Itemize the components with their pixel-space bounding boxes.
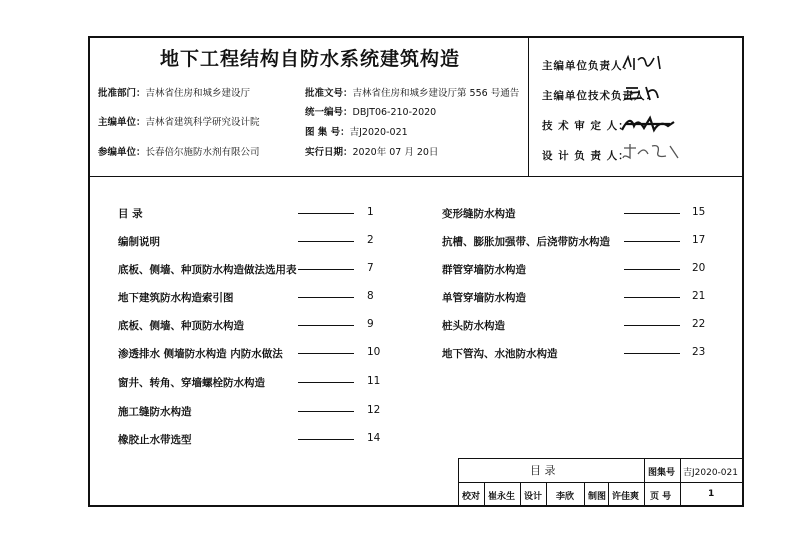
editor-unit-value: 吉林省建筑科学研究设计院 xyxy=(145,117,260,128)
editor-unit-label: 主编单位： xyxy=(98,117,146,128)
toc-leader-line xyxy=(624,353,680,354)
sig-label-chief-editor: 主编单位负责人： xyxy=(542,60,634,72)
tb-atlas-label: 图集号 xyxy=(648,468,676,478)
toc-leader-line xyxy=(298,439,354,440)
toc-right-label-3[interactable]: 单管穿墙防水构造 xyxy=(442,292,526,304)
toc-left-page-4: 9 xyxy=(367,318,374,330)
participant-unit xyxy=(98,144,260,158)
signature-tech-lead xyxy=(620,82,690,104)
signature-tech-reviewer xyxy=(620,112,690,134)
tb-design-name: 李欣 xyxy=(556,492,575,502)
toc-left-page-3: 8 xyxy=(367,290,374,302)
effective-date-value: 2020年 07 月 20日 xyxy=(352,147,439,158)
tb-page-label: 页 号 xyxy=(650,492,672,502)
toc-leader-line xyxy=(624,325,680,326)
approval-dept-value: 吉林省住房和城乡建设厅 xyxy=(145,88,251,99)
approval-doc xyxy=(305,85,519,99)
tb-divider xyxy=(484,482,485,507)
toc-left-page-2: 7 xyxy=(367,262,374,274)
toc-left-label-8[interactable]: 橡胶止水带选型 xyxy=(118,434,192,446)
toc-left-label-6[interactable]: 窗井、转角、穿墙螺栓防水构造 xyxy=(118,377,265,389)
sig-label-design-lead: 设 计 负 责 人： xyxy=(542,150,630,162)
header-divider xyxy=(88,176,744,177)
tb-atlas-value: 吉J2020-021 xyxy=(683,468,738,478)
atlas-no xyxy=(305,124,408,138)
tb-divider xyxy=(680,458,681,507)
unified-no xyxy=(305,104,436,118)
toc-leader-line xyxy=(298,325,354,326)
toc-left-label-0[interactable]: 目 录 xyxy=(118,208,143,220)
toc-right-page-3: 21 xyxy=(692,290,706,302)
header-vertical-divider xyxy=(528,36,529,176)
toc-right-page-0: 15 xyxy=(692,206,706,218)
toc-left-label-5[interactable]: 渗透排水 侧墙防水构造 内防水做法 xyxy=(118,348,283,360)
toc-right-label-5[interactable]: 地下管沟、水池防水构造 xyxy=(442,348,558,360)
toc-leader-line xyxy=(298,382,354,383)
toc-right-label-1[interactable]: 抗槽、膨胀加强带、后浇带防水构造 xyxy=(442,236,610,248)
unified-no-value: DBJT06-210-2020 xyxy=(352,107,437,118)
effective-date-label: 实行日期： xyxy=(305,147,353,158)
toc-right-label-0[interactable]: 变形缝防水构造 xyxy=(442,208,516,220)
sig-label-tech-lead: 主编单位技术负责人： xyxy=(542,90,657,102)
signature-design-lead xyxy=(620,140,690,162)
tb-divider xyxy=(608,482,609,507)
toc-leader-line xyxy=(298,297,354,298)
tb-divider xyxy=(644,458,645,507)
toc-left-label-7[interactable]: 施工缝防水构造 xyxy=(118,406,192,418)
approval-doc-label: 批准文号： xyxy=(305,88,353,99)
toc-leader-line xyxy=(624,297,680,298)
toc-left-page-5: 10 xyxy=(367,346,381,358)
toc-leader-line xyxy=(298,411,354,412)
approval-doc-value: 吉林省住房和城乡建设厅第 556 号通告 xyxy=(352,88,520,99)
atlas-no-label: 图 集 号： xyxy=(305,127,350,138)
tb-divider xyxy=(584,482,585,507)
effective-date xyxy=(305,144,438,158)
tb-draw-name: 许佳爽 xyxy=(612,492,640,502)
atlas-no-value: 吉J2020-021 xyxy=(349,127,408,138)
toc-left-page-0: 1 xyxy=(367,206,374,218)
participant-value: 长春倍尔施防水剂有限公司 xyxy=(145,147,260,158)
toc-leader-line xyxy=(298,241,354,242)
tb-drawing-title: 目 录 xyxy=(530,464,556,477)
toc-right-label-2[interactable]: 群管穿墙防水构造 xyxy=(442,264,526,276)
tb-check-name: 崔永生 xyxy=(488,492,516,502)
editor-unit xyxy=(98,114,260,128)
toc-left-page-6: 11 xyxy=(367,375,381,387)
toc-right-label-4[interactable]: 桩头防水构造 xyxy=(442,320,505,332)
toc-right-page-1: 17 xyxy=(692,234,706,246)
toc-left-label-4[interactable]: 底板、侧墙、种顶防水构造 xyxy=(118,320,244,332)
sig-label-tech-reviewer: 技 术 审 定 人： xyxy=(542,120,630,132)
toc-right-page-5: 23 xyxy=(692,346,706,358)
toc-left-page-8: 14 xyxy=(367,432,381,444)
tb-divider xyxy=(520,482,521,507)
approval-dept xyxy=(98,85,250,99)
toc-leader-line xyxy=(298,213,354,214)
signature-chief-editor xyxy=(620,52,690,74)
toc-leader-line xyxy=(624,213,680,214)
toc-left-page-1: 2 xyxy=(367,234,374,246)
toc-left-page-7: 12 xyxy=(367,404,381,416)
toc-left-label-2[interactable]: 底板、侧墙、种顶防水构造做法选用表 xyxy=(118,264,297,276)
toc-leader-line xyxy=(624,241,680,242)
toc-leader-line xyxy=(624,269,680,270)
toc-right-page-4: 22 xyxy=(692,318,706,330)
participant-label: 参编单位： xyxy=(98,147,146,158)
unified-no-label: 统一编号： xyxy=(305,107,353,118)
toc-left-label-1[interactable]: 编制说明 xyxy=(118,236,160,248)
tb-page-value: 1 xyxy=(708,489,715,499)
title-block-row-divider xyxy=(458,482,744,483)
page-title: 地下工程结构自防水系统建筑构造 xyxy=(160,48,461,70)
tb-divider xyxy=(546,482,547,507)
toc-leader-line xyxy=(298,269,354,270)
tb-design-label: 设计 xyxy=(524,492,543,502)
toc-right-page-2: 20 xyxy=(692,262,706,274)
approval-dept-label: 批准部门： xyxy=(98,88,146,99)
tb-check-label: 校对 xyxy=(462,492,481,502)
toc-left-label-3[interactable]: 地下建筑防水构造索引图 xyxy=(118,292,234,304)
toc-leader-line xyxy=(298,353,354,354)
tb-draw-label: 制图 xyxy=(588,492,607,502)
